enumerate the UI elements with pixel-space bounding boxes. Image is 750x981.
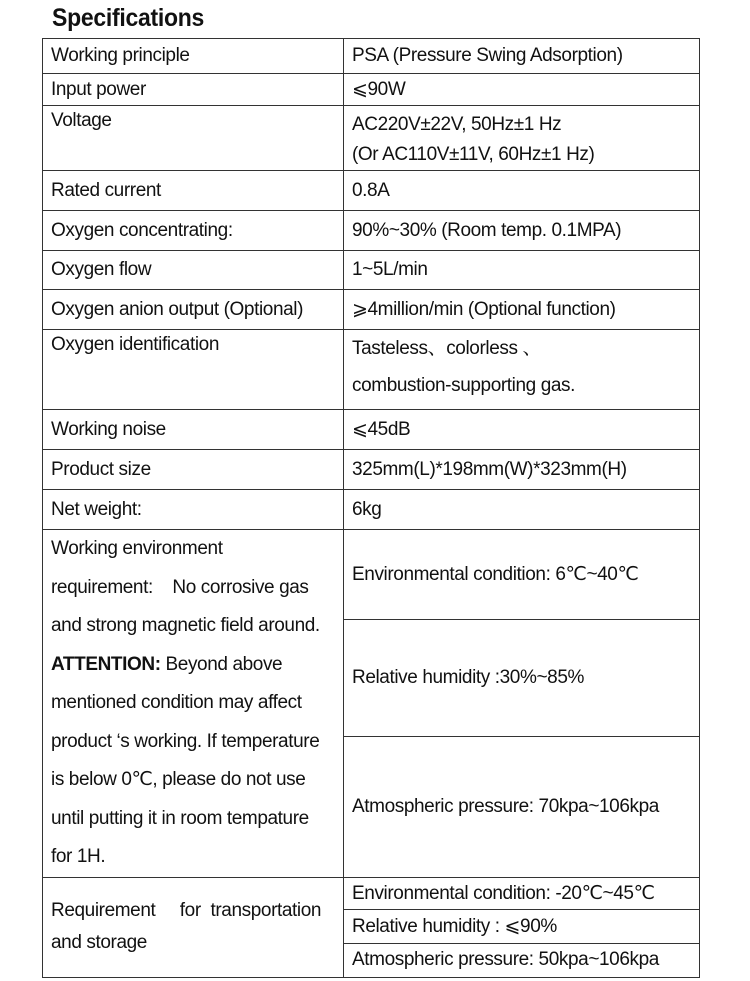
spec-label: Voltage [43, 106, 344, 171]
table-row [43, 211, 700, 251]
spec-value: PSA (Pressure Swing Adsorption) [344, 39, 700, 74]
environment-line: Working environment [51, 538, 223, 559]
spec-value: ⩾4million/min (Optional function) [344, 290, 700, 330]
attention-line: until putting it in room tempature [51, 807, 309, 829]
table-row [43, 530, 700, 620]
spec-label: Working noise [43, 410, 344, 450]
table-row [43, 171, 700, 211]
spec-value-line: combustion-supporting gas. [352, 375, 576, 396]
table-row [43, 877, 700, 909]
spec-value: ⩽90W [344, 74, 700, 106]
spec-value-line: Tasteless、colorless 、 [352, 338, 542, 359]
environment-condition: Relative humidity :30%~85% [344, 619, 700, 736]
table-row [43, 330, 700, 410]
transport-requirement-cell [43, 877, 344, 977]
attention-line: for 1H. [51, 846, 106, 867]
table-row [43, 490, 700, 530]
spec-value: ⩽45dB [344, 410, 700, 450]
transport-line: Requirement for transportation [51, 900, 322, 921]
environment-line: requirement: No corrosive gas [51, 576, 309, 598]
attention-label: ATTENTION: [51, 653, 161, 675]
spec-value-line: AC220V±22V, 50Hz±1 Hz [352, 114, 562, 135]
spec-value-line: (Or AC110V±11V, 60Hz±1 Hz) [352, 144, 595, 165]
attention-text: Beyond above [160, 653, 283, 675]
environment-line: and strong magnetic field around. [51, 615, 320, 636]
spec-label: Net weight: [43, 490, 344, 530]
attention-line: mentioned condition may affect [51, 692, 302, 713]
spec-value [344, 106, 700, 171]
table-row [43, 251, 700, 290]
transport-line: and storage [51, 932, 147, 953]
spec-value: 1~5L/min [344, 251, 700, 290]
spec-label: Working principle [43, 39, 344, 74]
spec-value: 6kg [344, 490, 700, 530]
spec-label: Oxygen anion output (Optional) [43, 290, 344, 330]
transport-condition: Environmental condition: -20℃~45℃ [344, 877, 700, 909]
spec-value: 0.8A [344, 171, 700, 211]
spec-value: 90%~30% (Room temp. 0.1MPA) [344, 211, 700, 251]
spec-label: Oxygen identification [43, 330, 344, 410]
spec-label: Oxygen flow [43, 251, 344, 290]
transport-condition: Relative humidity : ⩽90% [344, 909, 700, 943]
spec-label: Product size [43, 450, 344, 490]
transport-condition: Atmospheric pressure: 50kpa~106kpa [344, 943, 700, 977]
spec-label: Oxygen concentrating: [43, 211, 344, 251]
spec-value [344, 330, 700, 410]
table-row [43, 450, 700, 490]
specifications-table [42, 38, 700, 978]
table-row [43, 74, 700, 106]
page-title: Specifications [52, 4, 205, 32]
attention-line [51, 646, 343, 685]
table-row [43, 290, 700, 330]
attention-line: is below 0℃, please do not use [51, 769, 306, 790]
spec-value: 325mm(L)*198mm(W)*323mm(H) [344, 450, 700, 490]
spec-label: Input power [43, 74, 344, 106]
environment-requirement-cell [43, 530, 344, 878]
table-row [43, 106, 700, 171]
table-row [43, 410, 700, 450]
environment-condition: Environmental condition: 6℃~40℃ [344, 530, 700, 620]
spec-label: Rated current [43, 171, 344, 211]
attention-line: product ‘s working. If temperature [51, 730, 320, 752]
table-row [43, 39, 700, 74]
environment-condition: Atmospheric pressure: 70kpa~106kpa [344, 736, 700, 877]
